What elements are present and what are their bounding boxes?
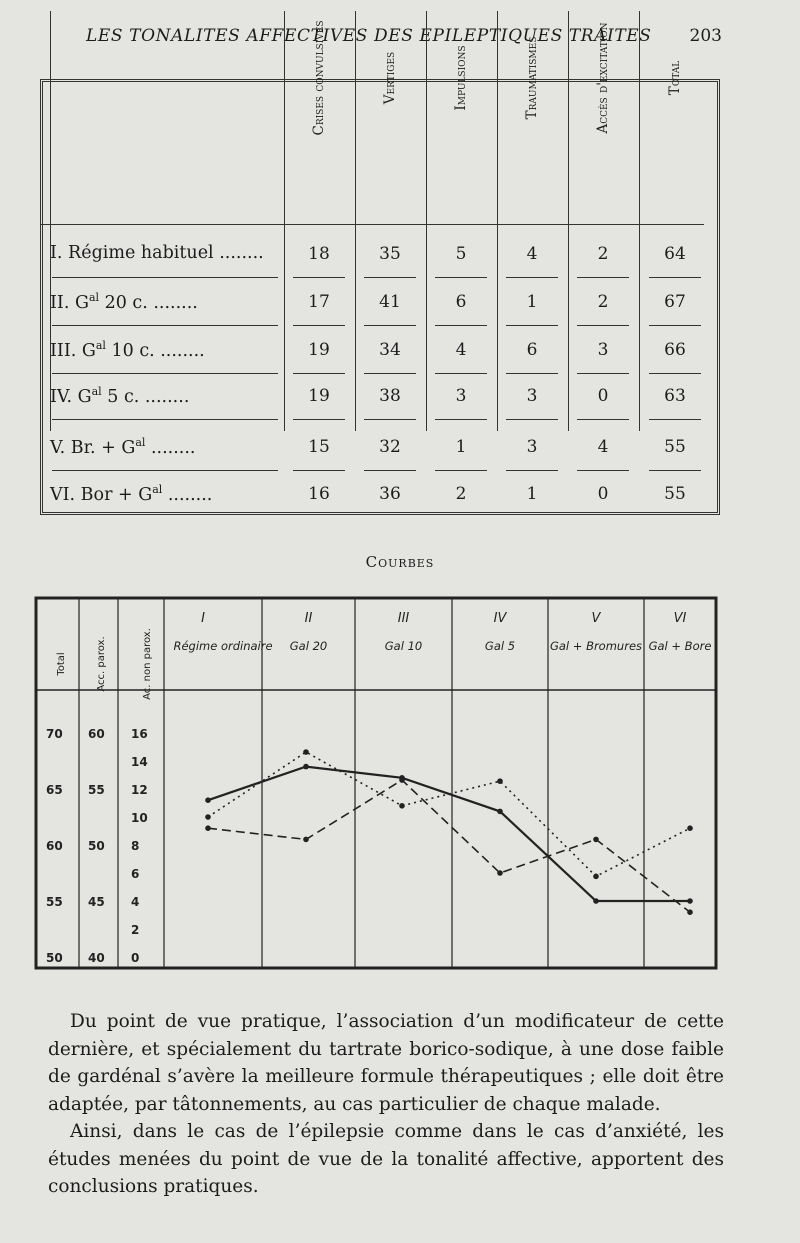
tick-label: 14 [131,755,148,769]
data-point [593,874,599,880]
tick-label: 16 [131,727,148,741]
series-line-dashed [208,780,690,912]
table-cell: 4 [455,340,467,360]
tick-label: 6 [131,867,140,881]
data-point [687,898,693,904]
table-cell: 18 [308,244,330,264]
col-header-crises: Crises convulsives [311,20,327,136]
tick-label: 70 [46,727,63,741]
table-cell: 6 [526,340,538,360]
data-point [687,825,693,831]
page-number: 203 [689,26,722,46]
tick-label: 60 [46,839,63,853]
row-label: III. $G^{al}$ 10 c. ........ [50,339,205,361]
period-numeral: IV [493,611,507,626]
tick-label: 55 [46,895,63,909]
running-title: LES TONALITES AFFECTIVES DES EPILEPTIQUES TRAITES [86,26,652,46]
period-label: Gal 20 [289,639,328,653]
series-line-dotted [208,752,690,876]
table-cell: 5 [455,244,467,264]
tick-label: 55 [88,783,105,797]
data-point [303,764,309,770]
paragraph: Du point de vue pratique, l’association d’un modificateur de cette dernière, et spécialement du tartrate borico-sodique, à une dose faible de gardénal s’avère la meilleure formule thérapeutiques ; elle doit être adaptée, par tâtonnements, au cas particulier de chaque malade. [48,1011,724,1115]
col-header-traumatismes: Traumatismes [524,36,540,120]
period-numeral: VI [673,611,687,626]
tick-label: 45 [88,895,105,909]
table-cell: 36 [379,484,401,504]
data-point [399,803,405,809]
period-numeral: I [201,611,205,626]
tick-label: 12 [131,783,148,797]
data-point [593,898,599,904]
period-label: Gal 5 [484,639,516,653]
tick-label: 40 [88,951,105,965]
row-label: V. Br. + $G^{al}$ ........ [50,436,196,458]
table-cell: 2 [597,292,609,312]
table-cell: 1 [526,292,538,312]
tick-label: 10 [131,811,148,825]
period-label: Gal + Bromures [549,639,643,653]
table-cell: 3 [526,437,538,457]
data-point [497,870,503,876]
row-label: I. Régime habituel ........ [50,243,264,263]
table-cell: 0 [597,386,609,406]
data-point [205,814,211,820]
col-header-vertiges: Vertiges [382,51,398,105]
period-label: Gal + Bore [648,639,712,653]
table-cell: 1 [455,437,467,457]
data-point [497,778,503,784]
table-cell: 66 [664,340,686,360]
table-cell: 19 [308,340,330,360]
table-cell: 19 [308,386,330,406]
period-numeral: II [304,611,313,626]
axis-name: Total [56,652,67,676]
row-label: VI. Bor + $G^{al}$ ........ [50,483,213,505]
data-point [497,809,503,815]
tick-label: 4 [131,895,140,909]
col-header-total: Total [667,60,683,96]
period-numeral: III [397,611,410,626]
paragraph: Ainsi, dans le cas de l’épilepsie comme dans le cas d’anxiété, les études menées du point de vue de la tonalité affective, apportent des conclusions pratiques. [48,1121,724,1197]
table-cell: 55 [664,437,686,457]
table-cell: 0 [597,484,609,504]
axis-name: Acc. parox. [96,636,107,692]
data-point [303,749,309,755]
body-text [48,1008,724,1201]
table-cell: 3 [526,386,538,406]
table-cell: 4 [597,437,609,457]
table-cell: 34 [379,340,401,360]
col-header-impulsions: Impulsions [453,45,469,111]
data-point [593,837,599,843]
data-point [205,797,211,803]
tick-label: 50 [46,951,63,965]
table-cell: 2 [455,484,467,504]
period-label: Régime ordinaire [173,639,273,653]
table-cell: 35 [379,244,401,264]
tick-label: 50 [88,839,105,853]
table-cell: 4 [526,244,538,264]
data-point [687,909,693,915]
table-cell: 1 [526,484,538,504]
period-numeral: V [591,611,601,626]
table-cell: 2 [597,244,609,264]
axis-name: Ac. non parox. [142,628,153,700]
table-cell: 63 [664,386,686,406]
table-cell: 15 [308,437,330,457]
tick-label: 2 [131,923,140,937]
table-cell: 17 [308,292,330,312]
data-point [399,777,405,783]
table-cell: 16 [308,484,330,504]
period-label: Gal 10 [384,639,423,653]
row-label: IV. $G^{al}$ 5 c. ........ [50,385,190,407]
col-header-acces: Accès d'excitation [595,22,611,134]
series-line-solid [208,767,690,901]
table-cell: 64 [664,244,686,264]
chart-title: Courbes [365,553,435,571]
table-cell: 38 [379,386,401,406]
table-cell: 41 [379,292,401,312]
table-cell: 55 [664,484,686,504]
table-cell: 67 [664,292,686,312]
tick-label: 8 [131,839,140,853]
data-point [303,837,309,843]
table-cell: 6 [455,292,467,312]
data-point [205,825,211,831]
table-cell: 3 [455,386,467,406]
tick-label: 60 [88,727,105,741]
table-cell: 32 [379,437,401,457]
table-cell: 3 [597,340,609,360]
row-label: II. $G^{al}$ 20 c. ........ [50,291,198,313]
tick-label: 65 [46,783,63,797]
tick-label: 0 [131,951,140,965]
